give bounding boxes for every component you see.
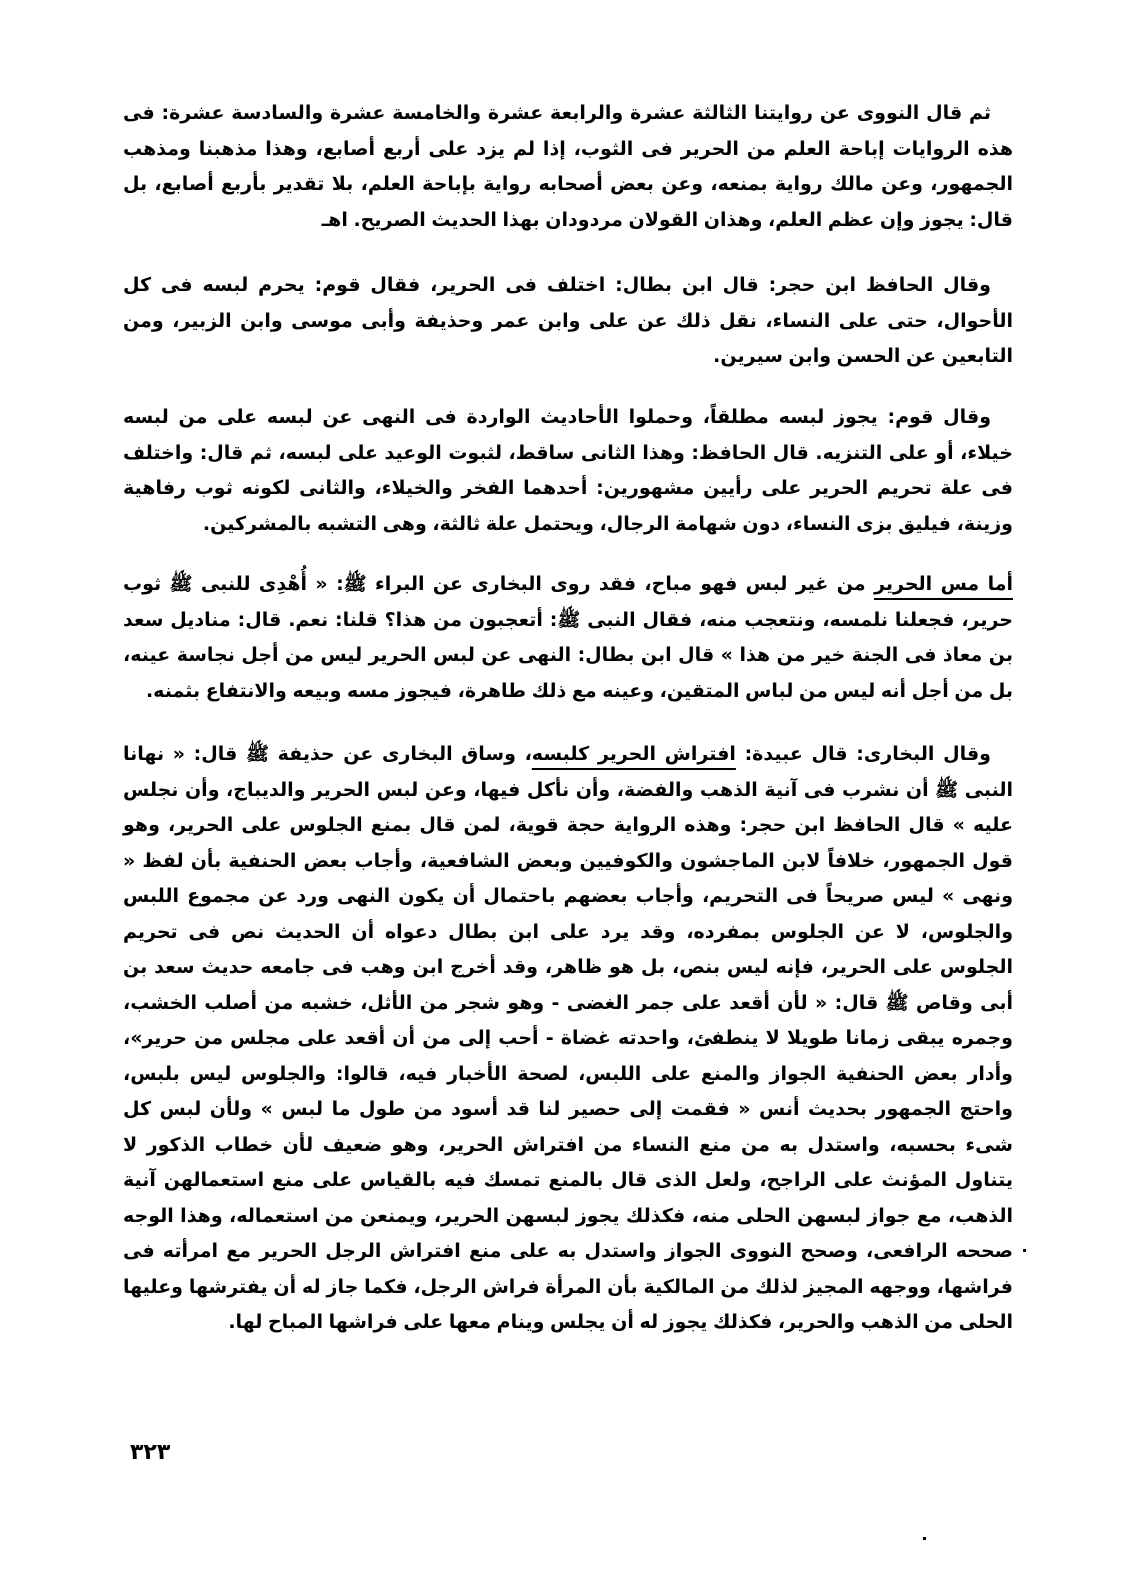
scan-artifact — [1023, 1249, 1026, 1252]
paragraph-segment: ، وساق البخارى عن حذيفة ﷺ قال: « نهانا النبى ﷺ أن نشرب فى آنية الذهب والفضة، وأن نأكل فيها، وعن لبس الحرير والديباج، وأن نجلس عليه » قال الحافظ ابن حجر: وهذه الرواية حجة قوية، لمن قال بمنع الجلوس على الحرير، وهو قول الجمهور، خلافاً لابن الماجشون والكوفيين وبعض الشافعية، وأجاب بعض الحنفية بأن لفظ « ونهى » ليس صريحاً فى التحريم، وأجاب بعضهم باحتمال أن يكون النهى ورد عن مجموع اللبس والجلوس، لا عن الجلوس بمفرده، وقد يرد على ابن بطال دعواه أن الحديث نص فى تحريم الجلوس على الحرير، فإنه ليس بنص، بل هو ظاهر، وقد أخرج ابن وهب فى جامعه حديث سعد بن أبى وقاص ﷺ قال: « لأن أقعد على جمر الغضى - وهو شجر من الأثل، خشبه من أصلب الخشب، وجمره يبقى زمانا طويلا لا ينطفئ، واحدته غضاة - أحب إلى من أن أقعد على مجلس من حرير»، وأدار بعض الحنفية الجواز والمنع على اللبس، لصحة الأخبار فيه، قالوا: والجلوس ليس بلبس، واحتج الجمهور بحديث أنس « فقمت إلى حصير لنا قد أسود من طول ما لبس » ولأن لبس كل شىء بحسبه، واستدل به من منع النساء من افتراش الحرير، وهو ضعيف لأن خطاب الذكور لا يتناول المؤنث على الراجح، ولعل الذى قال بالمنع تمسك فيه بالقياس على منع استعمالهن آنية الذهب، مع جواز لبسهن الحلى منه، فكذلك يجوز لبسهن الحرير، ويمنعن من استعماله، وهذا الوجه صححه الرافعى، وصحح النووى الجواز واستدل به على منع افتراش الرجل الحرير مع امرأته فى فراشها، ووجهه المجيز لذلك من المالكية بأن المرأة فراش الرجل، فكما جاز له أن يفترشها وعليها الحلى من الذهب والحرير، فكذلك يجوز له أن يجلس وينام معها على فراشها المباح لها. — [123, 743, 1013, 1333]
paragraph-segment: ثم قال النووى عن روايتنا الثالثة عشرة والرابعة عشرة والخامسة عشرة والسادسة عشرة: فى هذه الروايات إباحة العلم من الحرير فى الثوب، إذا لم يزد على أربع أصابع، وهذا مذهبنا ومذهب الجمهور، وعن مالك رواية بمنعه، وعن بعض أصحابه رواية بإباحة العلم، بلا تقدير بأربع أصابع، بل قال: يجوز وإن عظم العلم، وهذان القولان مردودان بهذا الحديث الصريح. اهـ — [123, 102, 1013, 231]
paragraph-segment: من غير لبس فهو مباح، فقد روى البخارى عن البراء ﷺ: « أُهْدِى للنبى ﷺ ثوب حرير، فجعلنا نلمسه، ونتعجب منه، فقال النبى ﷺ: أتعجبون من هذا؟ قلنا: نعم. قال: مناديل سعد بن معاذ فى الجنة خير من هذا » قال ابن بطال: النهى عن لبس الحرير ليس من أجل نجاسة عينه، بل من أجل أنه ليس من لباس المتقين، وعينه مع ذلك طاهرة، فيجوز مسه وبيعه والانتفاع بثمنه. — [123, 573, 1013, 702]
paragraph-text — [123, 567, 1013, 709]
underlined-heading: افتراش الحرير كلبسه — [531, 743, 736, 765]
paragraph-segment: وقال قوم: يجوز لبسه مطلقاً، وحملوا الأحاديث الواردة فى النهى عن لبسه على من لبسه خيلاء، أو على التنزيه. قال الحافظ: وهذا الثانى ساقط، لثبوت الوعيد على لبسه، ثم قال: واختلف فى علة تحريم الحرير على رأيين مشهورين: أحدهما الفخر والخيلاء، والثانى لكونه ثوب رفاهية وزينة، فيليق بزى النساء، دون شهامة الرجال، ويحتمل علة ثالثة، وهى التشبه بالمشركين. — [123, 406, 1013, 535]
paragraph-text — [123, 400, 1013, 542]
paragraph-sitting-on-silk — [123, 737, 1013, 1341]
paragraph-text — [123, 737, 1013, 1341]
page-number: ٣٢٣ — [130, 1440, 171, 1465]
paragraph-text — [123, 96, 1013, 238]
paragraph-opinions — [123, 400, 1013, 542]
paragraph-text — [123, 268, 1013, 375]
scan-artifact — [923, 1537, 926, 1540]
paragraph-touching-silk — [123, 567, 1013, 709]
paragraph-segment: وقال البخارى: قال عبيدة: — [735, 743, 991, 765]
paragraph-nawawi — [123, 96, 1013, 238]
paragraph-segment: وقال الحافظ ابن حجر: قال ابن بطال: اختلف فى الحرير، فقال قوم: يحرم لبسه فى كل الأحوال، حتى على النساء، نقل ذلك عن على وابن عمر وحذيفة وأبى موسى وابن الزبير، ومن التابعين عن الحسن وابن سيرين. — [123, 274, 1013, 367]
paragraph-ibn-hajar — [123, 268, 1013, 375]
underlined-heading: أما مس الحرير — [874, 573, 1014, 595]
